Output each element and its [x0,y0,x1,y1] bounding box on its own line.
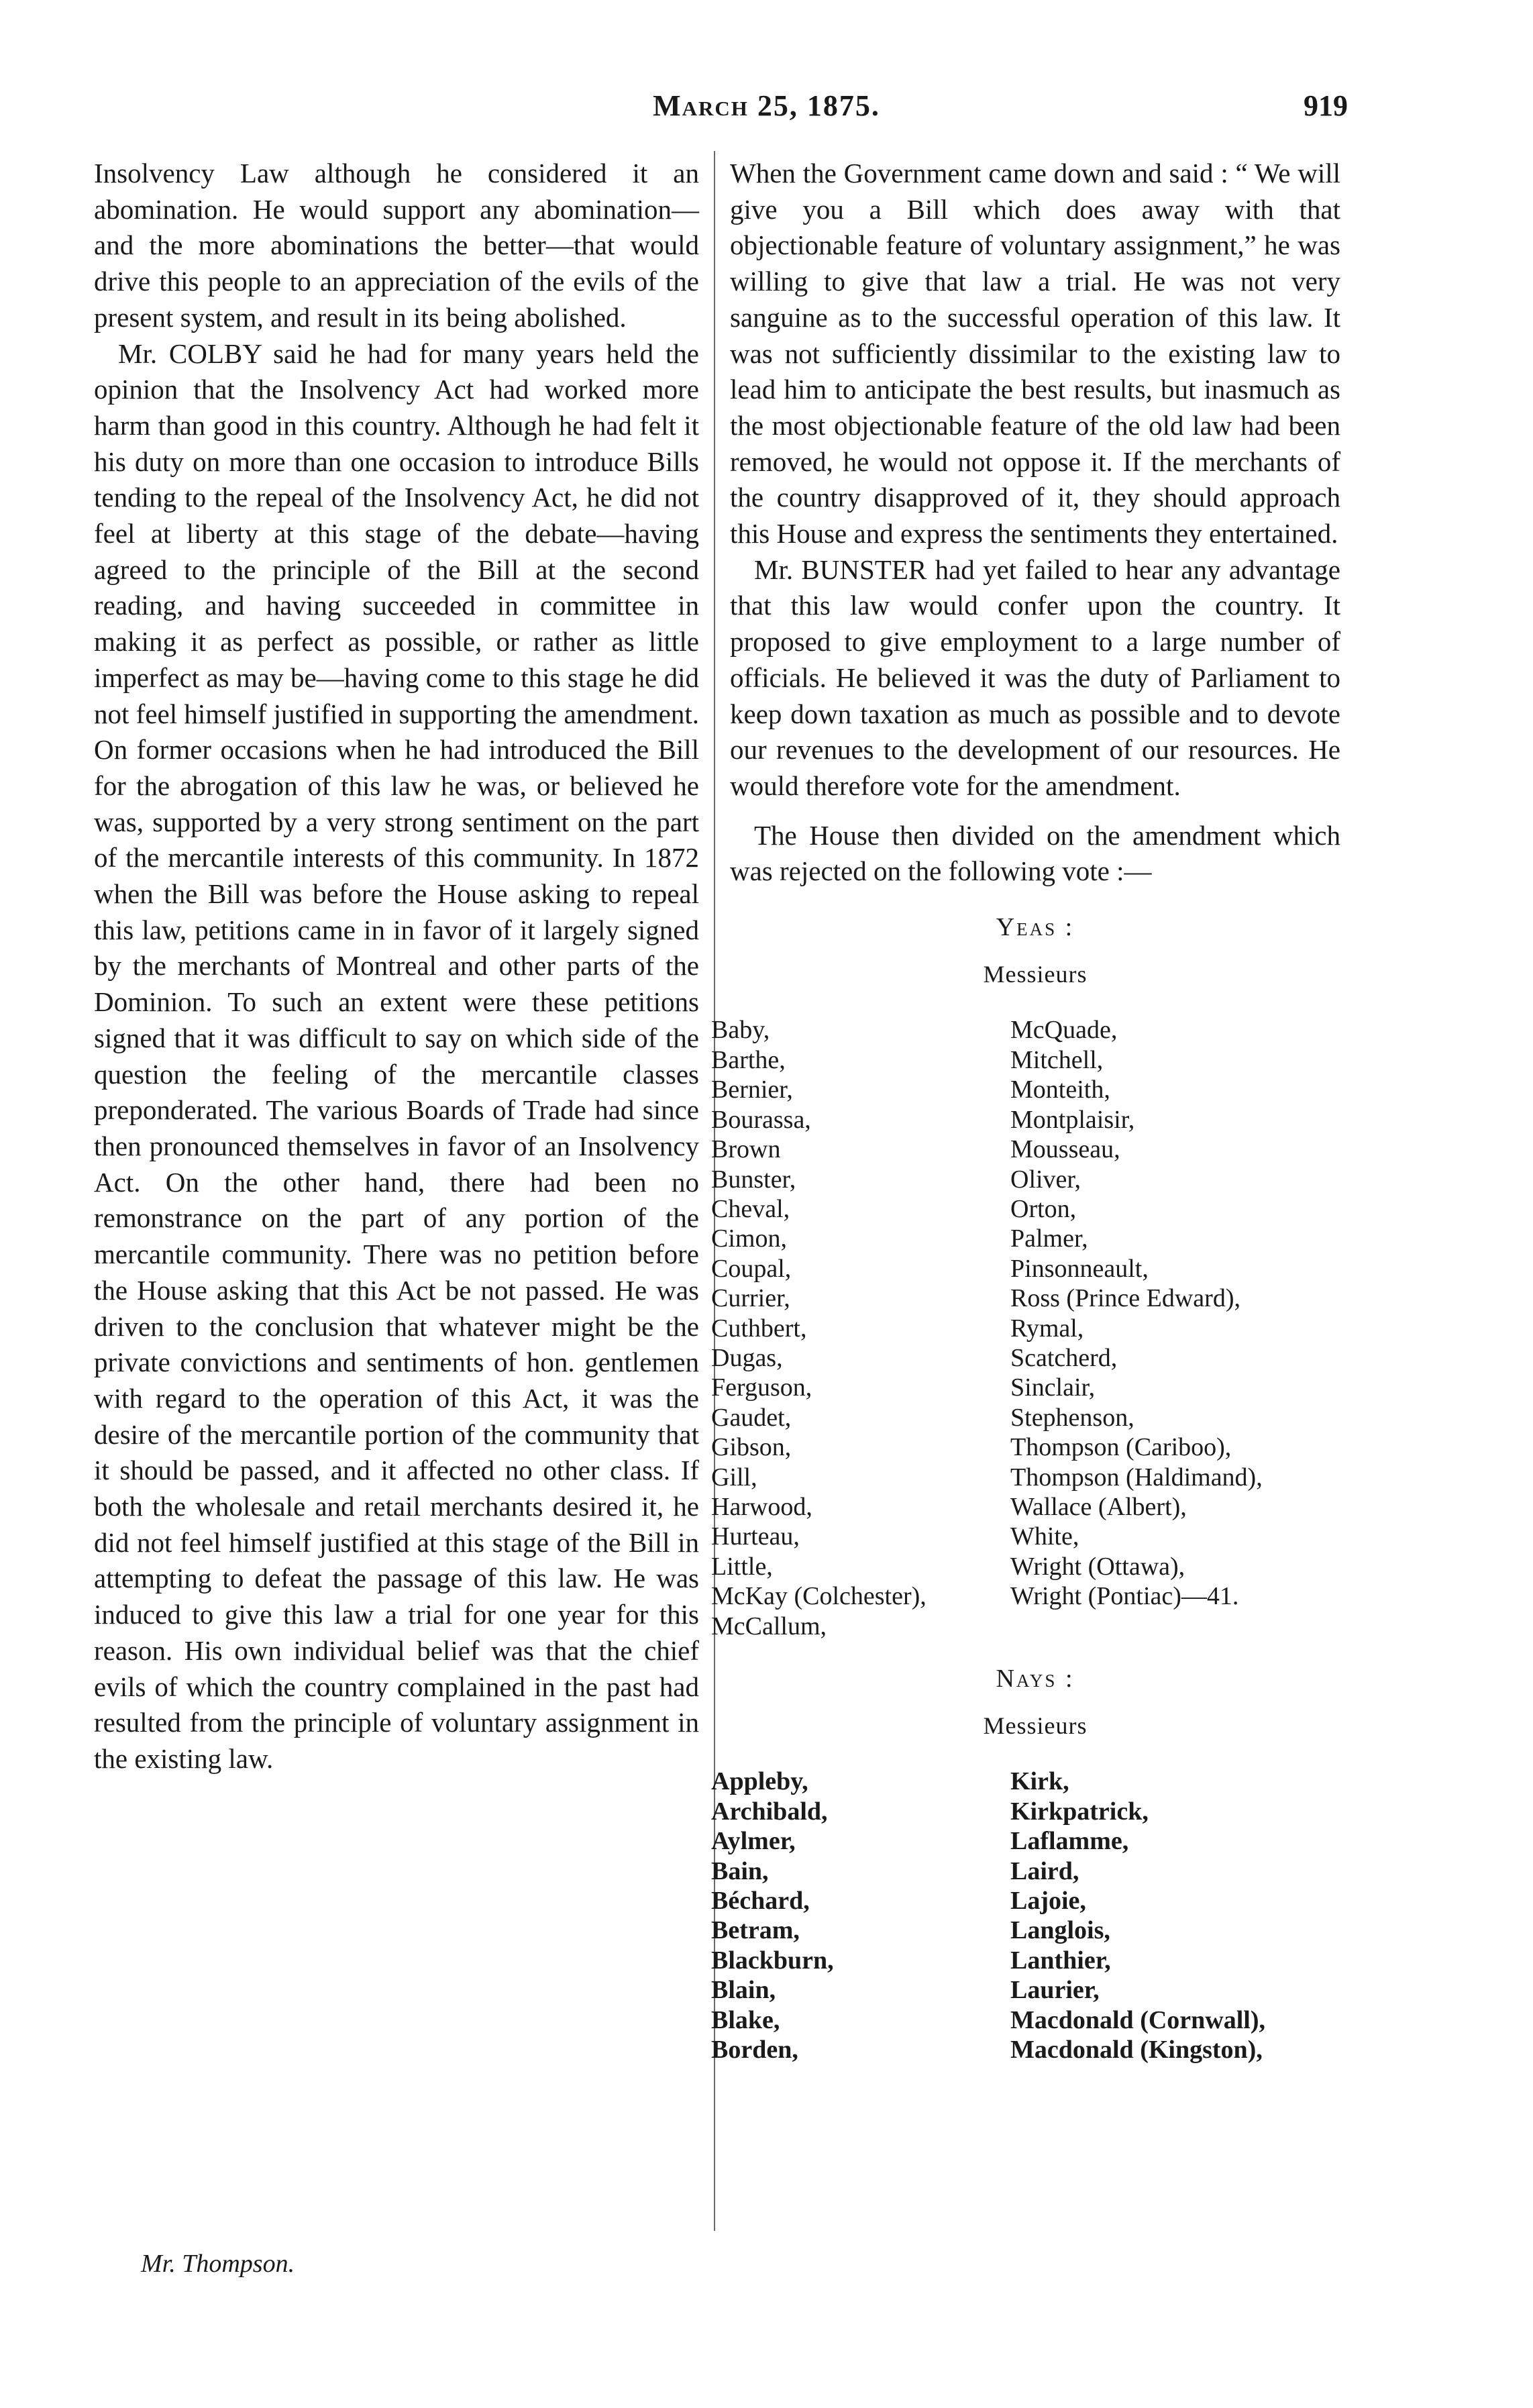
yeas-heading: Yeas : [996,913,1075,942]
member-name: Macdonald (Kingston), [1010,2036,1263,2064]
member-name: Betram, [711,1916,800,1945]
member-name: Macdonald (Cornwall), [1010,2005,1265,2034]
member-name: Borden, [711,2036,798,2064]
member-name: Coupal, [711,1254,792,1283]
member-name: Barthe, [711,1045,786,1074]
yeas-column-1 [711,1015,1010,1641]
member-name: Bain, [711,1856,769,1885]
member-name: Wright (Pontiac)—41. [1010,1582,1239,1611]
member-name: Wallace (Albert), [1010,1492,1187,1521]
member-name: McCallum, [711,1612,827,1640]
member-name: Thompson (Cariboo), [1010,1433,1232,1462]
paragraph-bunster: Mr. BUNSTER had yet failed to hear any advantage that this law would confer upon the country. It proposed to give employment to a large number of officials. He believed it was the duty of Parliament to keep down taxation as much as possible and to devote our revenues to the development of our resources. He would therefore vote for the amendment. [730,554,1340,801]
member-name: Blackburn, [711,1946,834,1975]
member-name: Monteith, [1010,1076,1110,1104]
nays-list [711,1767,1340,2064]
member-name: Cimon, [711,1224,787,1253]
member-name: Bunster, [711,1165,796,1194]
paragraph-division: The House then divided on the amendment which was rejected on the following vote :— [730,819,1340,887]
page-header [0,89,1533,129]
member-name: Little, [711,1552,773,1581]
member-name: Langlois, [1010,1916,1110,1945]
right-column [711,156,1340,2064]
member-name: Currier, [711,1284,790,1313]
member-name: Cuthbert, [711,1314,807,1343]
member-name: Sinclair, [1010,1373,1096,1402]
member-name: Lanthier, [1010,1946,1111,1975]
member-name: Thompson (Haldimand), [1010,1463,1263,1491]
member-name: Blain, [711,1976,776,2005]
member-name: Wright (Ottawa), [1010,1552,1185,1581]
member-name: Stephenson, [1010,1403,1134,1432]
speaker-footer: Mr. Thompson. [141,2250,295,2278]
nays-heading: Nays : [996,1665,1075,1693]
member-name: Scatcherd, [1010,1343,1118,1372]
nays-messieurs: Messieurs [983,1712,1088,1739]
member-name: Palmer, [1010,1224,1088,1253]
page-number: 919 [1304,89,1348,122]
paragraph: When the Government came down and said : “ We will give you a Bill which does away with that objectionable feature of voluntary assignment,” he was willing to give that law a trial. He was not very sanguine as to the successful operation of this law. It was not sufficiently dissimilar to the existing law to lead him to anticipate the best results, but inasmuch as the most objectionable feature of the old law had been removed, he would not oppose it. If the merchants of the country disapproved of it, they should approach this House and express the sentiments they entertained. [730,158,1340,549]
member-name: Kirk, [1010,1767,1069,1796]
member-name: McQuade, [1010,1016,1118,1045]
member-name: Bourassa, [711,1105,811,1134]
yeas-list [711,1015,1340,1641]
member-name: Ross (Prince Edward), [1010,1284,1240,1313]
nays-column-1 [711,1767,1010,2064]
member-name: Oliver, [1010,1165,1081,1194]
paragraph: Insolvency Law although he considered it an abomination. He would support any abomination—and the more abominations the better—that would drive this people to an appreciation of the evils of the present system, and result in its being abolished. [94,158,699,333]
yeas-column-2 [1010,1015,1332,1641]
left-column [94,156,699,1777]
member-name: Hurteau, [711,1522,800,1551]
page-date-title: March 25, 1875. [653,89,880,122]
member-name: Cheval, [711,1194,790,1223]
member-name: Montplaisir, [1010,1105,1135,1134]
member-name: Pinsonneault, [1010,1254,1149,1283]
member-name: Mitchell, [1010,1045,1104,1074]
member-name: Orton, [1010,1194,1077,1223]
member-name: McKay (Colchester), [711,1582,927,1611]
member-name: Laurier, [1010,1976,1100,2005]
member-name: Archibald, [711,1797,828,1826]
member-name: Blake, [711,2005,780,2034]
paragraph-colby: Mr. COLBY said he had for many years held the opinion that the Insolvency Act had worked more harm than good in this country. Although he had felt it his duty on more than one occasion to introduce Bills tending to the repeal of the Insolvency Act, he did not feel at liberty at this stage of the debate—having agreed to the principle of the Bill at the second reading, and having succeeded in committee in making it as perfect as possible, or rather as little imperfect as may be—having come to this stage he did not feel himself justified in supporting the amendment. On former occasions when he had introduced the Bill for the abrogation of this law he was, or believed he was, supported by a very strong sentiment on the part of the mercantile interests of this community. In 1872 when the Bill was before the House asking to repeal this law, petitions came in in favor of it largely signed by the merchants of Montreal and other parts of the Dominion. To such an extent were these petitions signed that it was difficult to say on which side of the question the feeling of the mercantile classes preponderated. The various Boards of Trade had since then pronounced themselves in favor of an Insolvency Act. On the other hand, there had been no remonstrance on the part of any portion of the mercantile community. There was no petition before the House asking that this Act be not passed. He was driven to the conclusion that whatever might be the private convictions and sentiments of hon. gentlemen with regard to the operation of this Act, it was the desire of the mercantile portion of the community that it should be passed, and it affected no other class. If both the wholesale and retail merchants desired it, he did not feel himself justified at this stage of the Bill in attempting to defeat the passage of this law. He was induced to give this law a trial for one year for this reason. His own individual belief was that the chief evils of which the country complained in the past had resulted from the principle of voluntary assignment in the existing law. [94,337,699,1774]
member-name: White, [1010,1522,1079,1551]
member-name: Gaudet, [711,1403,792,1432]
member-name: Aylmer, [711,1827,796,1856]
member-name: Béchard, [711,1887,810,1916]
member-name: Gill, [711,1463,757,1491]
member-name: Mousseau, [1010,1135,1120,1164]
member-name: Laflamme, [1010,1827,1129,1856]
member-name: Kirkpatrick, [1010,1797,1149,1826]
member-name: Gibson, [711,1433,792,1462]
member-name: Lajoie, [1010,1887,1086,1916]
yeas-messieurs: Messieurs [983,960,1088,988]
member-name: Baby, [711,1016,770,1045]
member-name: Brown [711,1135,781,1164]
member-name: Ferguson, [711,1373,812,1402]
member-name: Rymal, [1010,1314,1084,1343]
nays-column-2 [1010,1767,1332,2064]
member-name: Appleby, [711,1767,808,1796]
member-name: Harwood, [711,1492,812,1521]
member-name: Dugas, [711,1343,783,1372]
member-name: Bernier, [711,1076,793,1104]
member-name: Laird, [1010,1856,1079,1885]
